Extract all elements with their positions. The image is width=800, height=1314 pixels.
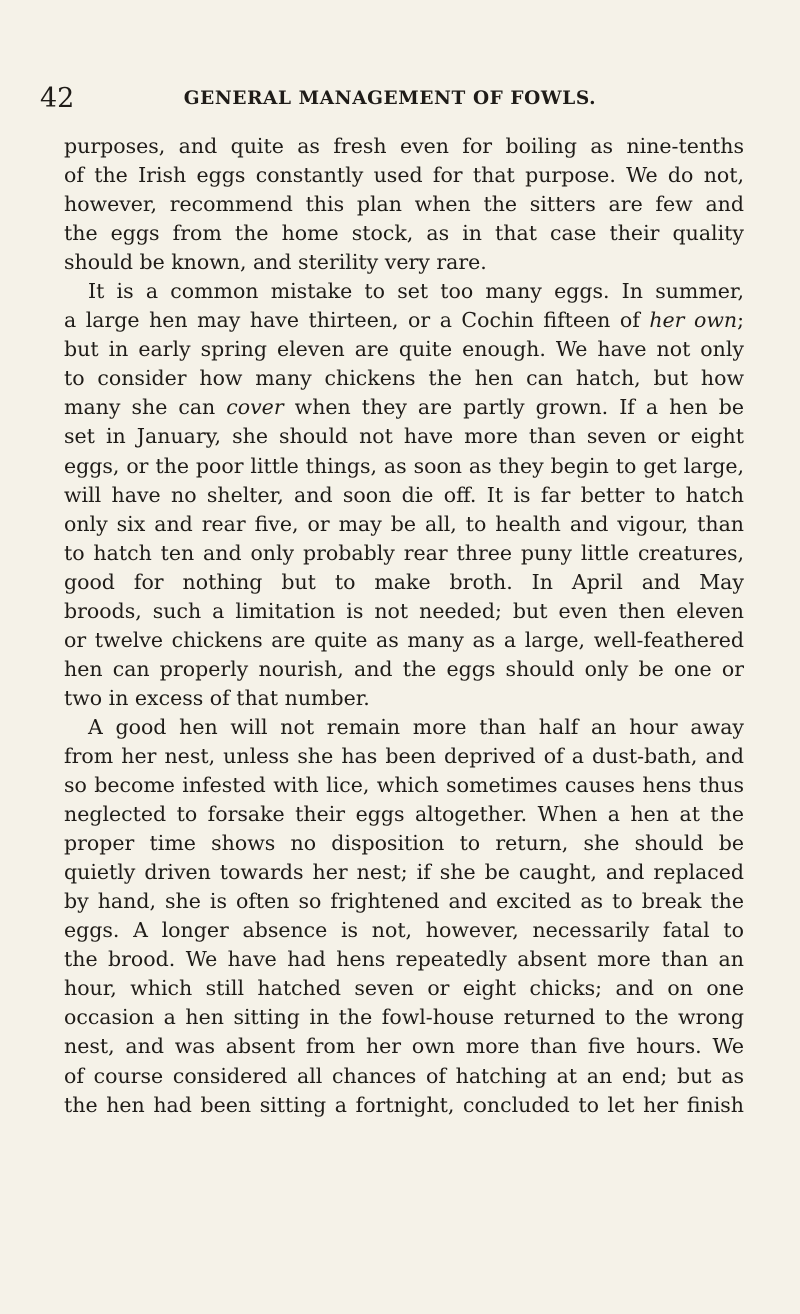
text-line: of course considered all chances of hatching at an end; but as [64, 1063, 744, 1088]
emphasized-text: cover [226, 395, 284, 420]
running-title: GENERAL MANAGEMENT OF FOWLS. [183, 88, 597, 109]
page-header [40, 82, 740, 116]
text-line: good for nothing but to make broth. In April and May [64, 569, 744, 594]
page-number: 42 [40, 83, 75, 114]
text-line [64, 393, 744, 422]
text-line: only six and rear five, or may be all, to health and vigour, than [64, 511, 744, 536]
text-line: broods, such a limitation is not needed; but even then eleven [64, 598, 744, 623]
text-line: should be known, and sterility very rare. [64, 250, 487, 275]
text-line: the hen had been sitting a fortnight, concluded to let her finish [64, 1092, 744, 1117]
text-line: It is a common mistake to set too many eggs. In summer, [88, 279, 744, 304]
text-line: the eggs from the home stock, as in that case their quality [64, 221, 744, 246]
text-line: eggs, or the poor little things, as soon as they begin to get large, [64, 453, 744, 478]
text-line: two in excess of that number. [64, 685, 370, 710]
text-line: quietly driven towards her nest; if she be caught, and replaced [64, 860, 744, 885]
text-line: set in January, she should not have more than seven or eight [64, 424, 744, 449]
text-line: hen can properly nourish, and the eggs should only be one or [64, 656, 744, 681]
text-line: of the Irish eggs constantly used for that purpose. We do not, [64, 163, 744, 188]
text-line: purposes, and quite as fresh even for boiling as nine-tenths [64, 134, 744, 158]
text-run: ; [737, 308, 744, 333]
text-line: to consider how many chickens the hen can hatch, but how [64, 366, 744, 391]
text-line: from her nest, unless she has been deprived of a dust-bath, and [64, 743, 744, 768]
text-line: however, recommend this plan when the sitters are few and [64, 192, 744, 217]
text-line: A good hen will not remain more than half an hour away [88, 714, 744, 739]
text-run: when they are partly grown. If a hen be [283, 395, 744, 420]
text-run: many she can [64, 395, 227, 420]
text-run: a large hen may have thirteen, or a Cochin fifteen of [64, 308, 650, 333]
text-line: nest, and was absent from her own more than five hours. We [64, 1034, 744, 1059]
body-text [64, 132, 744, 1120]
text-line: but in early spring eleven are quite enough. We have not only [64, 337, 744, 362]
text-line: the brood. We have had hens repeatedly absent more than an [64, 947, 744, 972]
text-line: occasion a hen sitting in the fowl-house returned to the wrong [64, 1005, 744, 1030]
text-line: so become infested with lice, which sometimes causes hens thus [64, 773, 744, 798]
emphasized-text: her own [649, 308, 738, 333]
text-line: will have no shelter, and soon die off. It is far better to hatch [64, 482, 744, 507]
text-line: to hatch ten and only probably rear three puny little creatures, [64, 540, 744, 565]
text-line [64, 306, 744, 335]
text-line: hour, which still hatched seven or eight chicks; and on one [64, 976, 744, 1001]
text-line: or twelve chickens are quite as many as a large, well-feathered [64, 627, 744, 652]
text-line: by hand, she is often so frightened and excited as to break the [64, 889, 744, 914]
text-line: proper time shows no disposition to return, she should be [64, 831, 744, 856]
text-line: neglected to forsake their eggs altogether. When a hen at the [64, 802, 744, 827]
text-line: eggs. A longer absence is not, however, necessarily fatal to [64, 918, 744, 943]
